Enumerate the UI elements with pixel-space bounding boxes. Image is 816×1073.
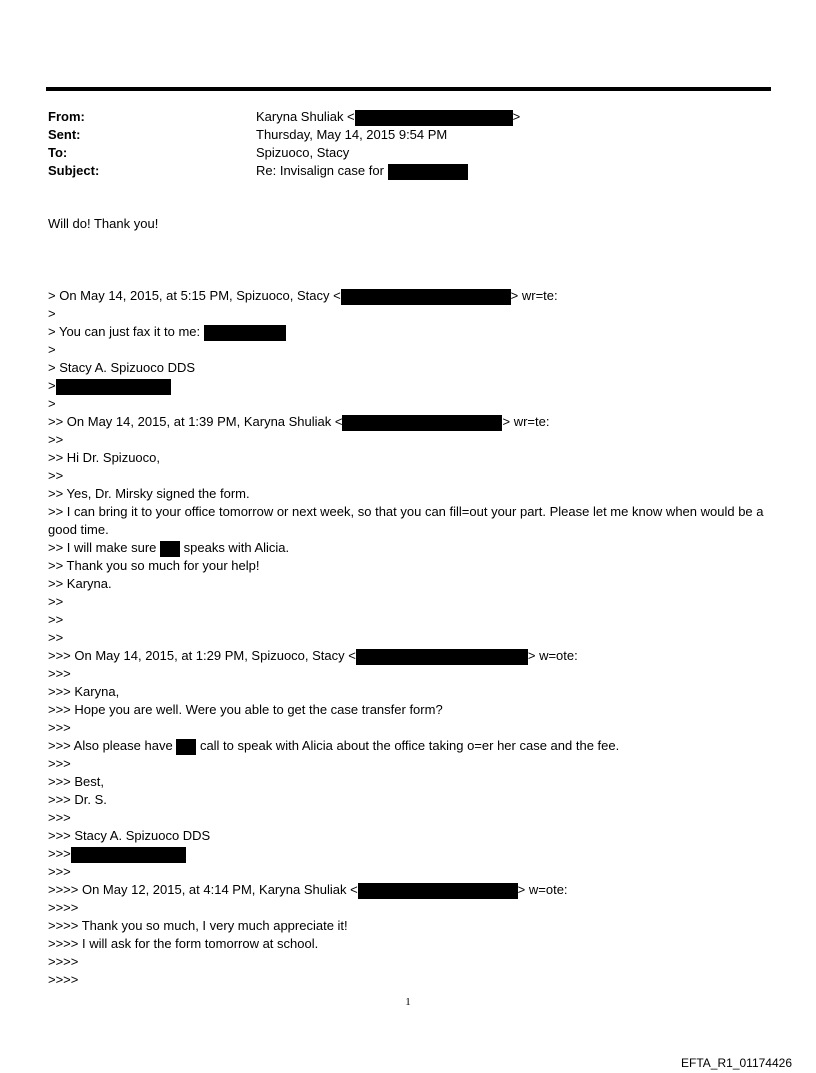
thread-line: > Stacy A. Spizuoco DDS xyxy=(48,360,196,375)
redaction-block xyxy=(388,164,468,180)
thread-line: >> Thank you so much for your help! xyxy=(48,558,260,573)
thread-line: > xyxy=(48,306,56,321)
thread-line: >>> xyxy=(48,756,71,771)
thread-line: >> Karyna. xyxy=(48,576,112,591)
thread-line: >> I can bring it to your office tomorrow or next week, so that you can fill=out your part. Please let me know when would be a good time. xyxy=(48,504,764,537)
page-number: 1 xyxy=(405,996,411,1008)
sent-row xyxy=(48,126,748,144)
redaction-block xyxy=(176,739,196,755)
thread-line: >> Yes, Dr. Mirsky signed the form. xyxy=(48,486,250,501)
redaction-block xyxy=(342,415,502,431)
to-label: To: xyxy=(48,145,68,160)
thread-line: >>> xyxy=(48,720,71,735)
thread-line: >>>> xyxy=(48,972,79,987)
from-name: Karyna Shuliak < xyxy=(256,109,355,124)
redaction-block xyxy=(160,541,180,557)
thread-line: >>>> I will ask for the form tomorrow at school. xyxy=(48,936,319,951)
thread-line: >> xyxy=(48,612,64,627)
thread-line: >>> xyxy=(48,810,71,825)
bates-number: EFTA_R1_01174426 xyxy=(681,1056,792,1070)
thread-line: >> On May 14, 2015, at 1:39 PM, Karyna Shuliak < > wr=te: xyxy=(48,414,550,429)
redaction-block xyxy=(355,110,513,126)
thread-line: > xyxy=(48,396,56,411)
thread-line: > xyxy=(48,342,56,357)
thread-line: >> Hi Dr. Spizuoco, xyxy=(48,450,160,465)
sent-label: Sent: xyxy=(48,127,81,142)
redaction-block xyxy=(56,379,171,395)
thread-line: >>>> Thank you so much, I very much appreciate it! xyxy=(48,918,348,933)
from-label: From: xyxy=(48,109,85,124)
redaction-block xyxy=(358,883,518,899)
thread-line: >>> Best, xyxy=(48,774,105,789)
header-rule xyxy=(46,87,771,91)
thread-line: > You can just fax it to me: xyxy=(48,323,768,341)
to-row xyxy=(48,144,748,162)
from-row xyxy=(48,108,748,126)
from-close: > xyxy=(512,109,521,124)
thread-line: > On May 14, 2015, at 5:15 PM, Spizuoco, Stacy < > wr=te: xyxy=(48,288,558,303)
thread-line: >>> xyxy=(48,845,768,863)
quoted-thread xyxy=(48,287,768,989)
thread-line: >>> Hope you are well. Were you able to get the case transfer form? xyxy=(48,702,443,717)
thread-line: >> xyxy=(48,594,64,609)
thread-line: >>> Karyna, xyxy=(48,684,120,699)
redaction-block xyxy=(356,649,528,665)
thread-line: >>> On May 14, 2015, at 1:29 PM, Spizuoco, Stacy < > w=ote: xyxy=(48,648,578,663)
subject-value: Re: Invisalign case for xyxy=(256,163,384,178)
thread-line: >>> xyxy=(48,666,71,681)
email-header xyxy=(48,108,748,180)
sent-value: Thursday, May 14, 2015 9:54 PM xyxy=(256,127,448,142)
thread-line: >>>> xyxy=(48,954,79,969)
redaction-block xyxy=(71,847,186,863)
thread-line: >> I will make sure speaks with Alicia. xyxy=(48,540,290,555)
thread-line: >> xyxy=(48,630,64,645)
subject-row xyxy=(48,162,748,180)
redaction-block xyxy=(341,289,511,305)
thread-line: >> xyxy=(48,432,64,447)
thread-line: >> xyxy=(48,468,64,483)
to-value: Spizuoco, Stacy xyxy=(256,145,350,160)
thread-line: >>> Dr. S. xyxy=(48,792,107,807)
subject-label: Subject: xyxy=(48,163,100,178)
thread-line: >>> Stacy A. Spizuoco DDS xyxy=(48,828,211,843)
redaction-block xyxy=(204,325,286,341)
thread-line: >>>> xyxy=(48,900,79,915)
thread-line: >>>> On May 12, 2015, at 4:14 PM, Karyna Shuliak < > w=ote: xyxy=(48,882,568,897)
message-body: Will do! Thank you! xyxy=(48,216,159,231)
thread-line: >>> Also please have call to speak with Alicia about the office taking o=er her case and the fee. xyxy=(48,738,620,753)
thread-line: >>> xyxy=(48,864,71,879)
thread-line: > xyxy=(48,377,768,395)
